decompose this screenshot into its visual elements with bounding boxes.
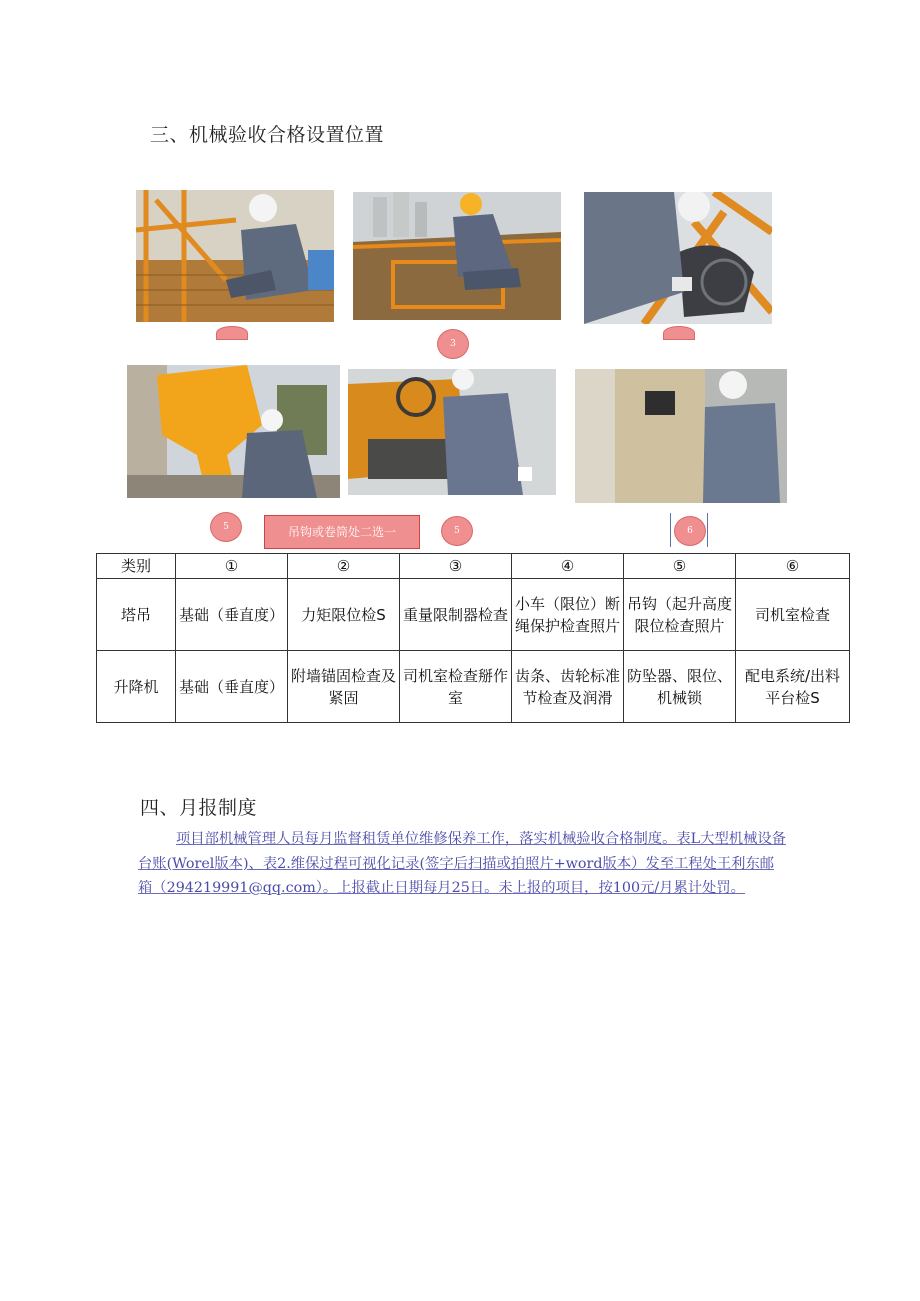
table-cell: 小车（限位）断绳保护检查照片 <box>512 579 624 651</box>
photo-badge-5b: 5 <box>441 516 473 546</box>
photo-badge-partial-2 <box>663 326 695 340</box>
photo-driver-cab <box>575 369 787 503</box>
table-cell: 齿条、齿轮标准节检查及润滑 <box>512 651 624 723</box>
table-header-cell: ⑤ <box>624 554 736 579</box>
table-cell: 升降机 <box>97 651 176 723</box>
table-header-cell: 类别 <box>97 554 176 579</box>
photo-badge-3: 3 <box>437 329 469 359</box>
photo-badge-5a: 5 <box>210 512 242 542</box>
table-row <box>97 579 850 651</box>
photo-winch-drum <box>348 369 556 495</box>
table-cell: 配电系统/出料平台检S <box>736 651 850 723</box>
table-row <box>97 651 850 723</box>
table-header-row <box>97 554 850 579</box>
table-cell: 防坠器、限位、机械锁 <box>624 651 736 723</box>
table-cell: 基础（垂直度） <box>176 579 288 651</box>
table-header-cell: ④ <box>512 554 624 579</box>
photo-hook <box>127 365 340 498</box>
table-cell: 司机室检查 <box>736 579 850 651</box>
table-cell: 吊钩（起升高度限位检查照片 <box>624 579 736 651</box>
photo-tower-trolley <box>584 192 772 324</box>
table-cell: 司机室检查掰作室 <box>400 651 512 723</box>
table-header-cell: ② <box>288 554 400 579</box>
hook-or-drum-label: 吊钩或卷筒处二选一 <box>264 515 420 549</box>
badge-6-right-line <box>707 513 708 547</box>
table-header-cell: ① <box>176 554 288 579</box>
photo-tower-platform <box>353 192 561 320</box>
table-cell: 力矩限位检S <box>288 579 400 651</box>
table-cell: 塔吊 <box>97 579 176 651</box>
table-cell: 附墙锚固检查及紧固 <box>288 651 400 723</box>
table-header-cell: ⑥ <box>736 554 850 579</box>
photo-badge-partial-1 <box>216 326 248 340</box>
table-header-cell: ③ <box>400 554 512 579</box>
section-3-heading: 三、机械验收合格设置位置 <box>150 124 385 146</box>
photo-tower-base <box>136 190 334 322</box>
table-cell: 基础（垂直度） <box>176 651 288 723</box>
inspection-table <box>96 553 850 723</box>
section-4-heading: 四、月报制度 <box>140 797 258 819</box>
photo-badge-6: 6 <box>674 516 706 546</box>
monthly-report-paragraph: 项目部机械管理人员每月监督租赁单位维修保养工作，落实机械验收合格制度。表L大型机械设备台账(Worel版本)、表2.维保过程可视化记录(签字后扫描或拍照片+word版本）发至工程处王利东邮箱（294219991@qq.com）。上报截止日期每月25日。未上报的项目，按100元/月累计处罚。 <box>138 831 786 896</box>
badge-6-left-line <box>670 513 671 547</box>
table-cell: 重量限制器检查 <box>400 579 512 651</box>
